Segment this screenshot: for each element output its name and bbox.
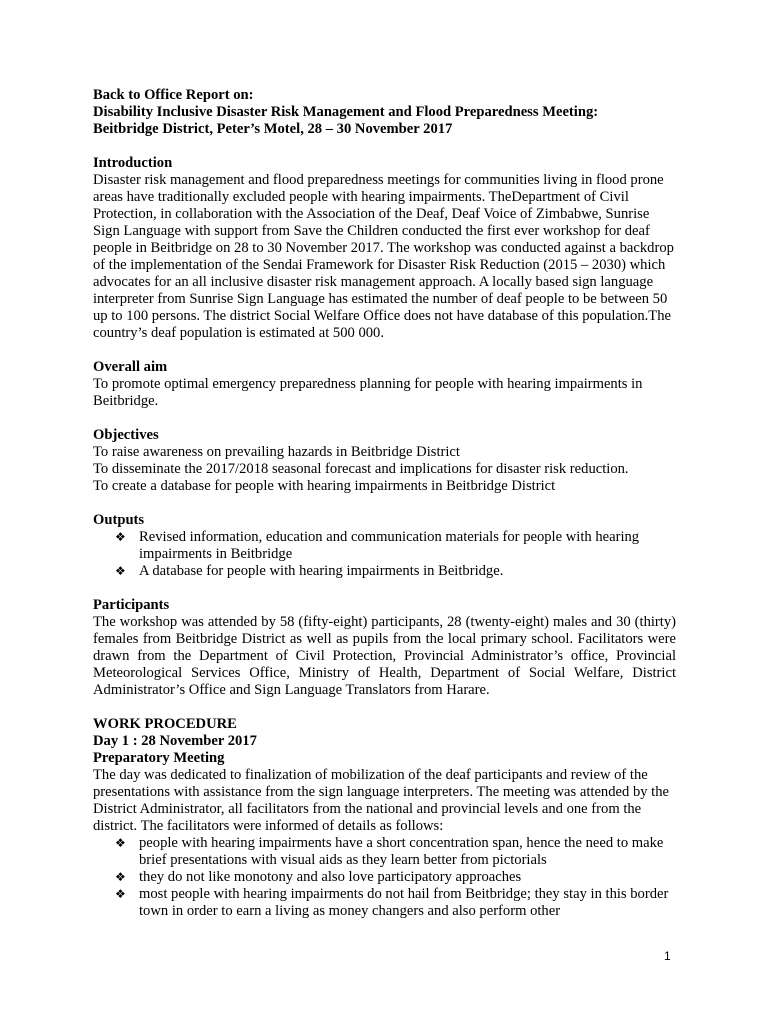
preparatory-meeting-heading: Preparatory Meeting [93,750,225,766]
objective-item: To create a database for people with hearing impairments in Beitbridge District [93,478,556,494]
list-item-text: most people with hearing impairments do not hail from Beitbridge; they stay in this border town in order to earn a living as money changers and also perform other [139,886,669,919]
report-title-line2: Disability Inclusive Disaster Risk Management and Flood Preparedness Meeting: [93,104,599,120]
day-heading: Day 1 : 28 November 2017 [93,733,257,749]
objective-item: To disseminate the 2017/2018 seasonal forecast and implications for disaster risk reduction. [93,461,629,477]
list-item [93,869,676,886]
diamond-bullet-icon: ❖ [115,564,126,578]
list-item-text: Revised information, education and communication materials for people with hearing impairments in Beitbridge [139,529,640,562]
diamond-bullet-icon: ❖ [115,870,126,884]
facilitator-notes-list [93,835,676,920]
list-item [93,563,676,580]
document-body [93,87,676,920]
report-title-line1: Back to Office Report on: [93,87,254,103]
objective-item: To raise awareness on prevailing hazards in Beitbridge District [93,444,460,460]
list-item [93,529,676,563]
list-item [93,835,676,869]
work-procedure-heading: WORK PROCEDURE [93,716,237,732]
list-item-text: they do not like monotony and also love participatory approaches [139,869,522,885]
diamond-bullet-icon: ❖ [115,530,126,544]
page-number: 1 [664,949,671,963]
diamond-bullet-icon: ❖ [115,887,126,901]
introduction-text: Disaster risk management and flood preparedness meetings for communities living in flood prone areas have traditionally excluded people with hearing impairments. TheDepartment of Civil Protection, in collaboration with the Association of the Deaf, Deaf Voice of Zimbabwe, Sunrise Sign Language with support from Save the Children conducted the first ever workshop for deaf people in Beitbridge on 28 to 30 November 2017. The workshop was conducted against a backdrop of the implementation of the Sendai Framework for Disaster Risk Reduction (2015 – 2030) which advocates for an all inclusive disaster risk management approach. A locally based sign language interpreter from Sunrise Sign Language has estimated the number of deaf people to be between 50 up to 100 persons. The district Social Welfare Office does not have database of this population.The country’s deaf population is estimated at 500 000. [93,172,674,341]
overall-aim-text: To promote optimal emergency preparedness planning for people with hearing impairments in Beitbridge. [93,376,643,409]
list-item-text: people with hearing impairments have a short concentration span, hence the need to make brief presentations with visual aids as they learn better from pictorials [139,835,664,868]
report-title-line3: Beitbridge District, Peter’s Motel, 28 – 30 November 2017 [93,121,453,137]
participants-heading: Participants [93,597,170,613]
participants-text: The workshop was attended by 58 (fifty-eight) participants, 28 (twenty-eight) males and 30 (thirty) females from Beitbridge District as well as pupils from the local primary school. Facilitators were drawn from the Department of Civil Protection, Provincial Administrator’s office, Provincial Meteorological Services Office, Ministry of Health, Department of Social Welfare, District Administrator’s Office and Sign Language Translators from Harare. [93,614,676,698]
outputs-heading: Outputs [93,512,145,528]
list-item [93,886,676,920]
objectives-heading: Objectives [93,427,159,443]
introduction-heading: Introduction [93,155,173,171]
overall-aim-heading: Overall aim [93,359,168,375]
work-procedure-text: The day was dedicated to finalization of mobilization of the deaf participants and review of the presentations with assistance from the sign language interpreters. The meeting was attended by the District Administrator, all facilitators from the national and provincial levels and one from the district. The facilitators were informed of details as follows: [93,767,670,834]
list-item-text: A database for people with hearing impairments in Beitbridge. [139,563,504,579]
diamond-bullet-icon: ❖ [115,836,126,850]
outputs-list [93,529,676,580]
